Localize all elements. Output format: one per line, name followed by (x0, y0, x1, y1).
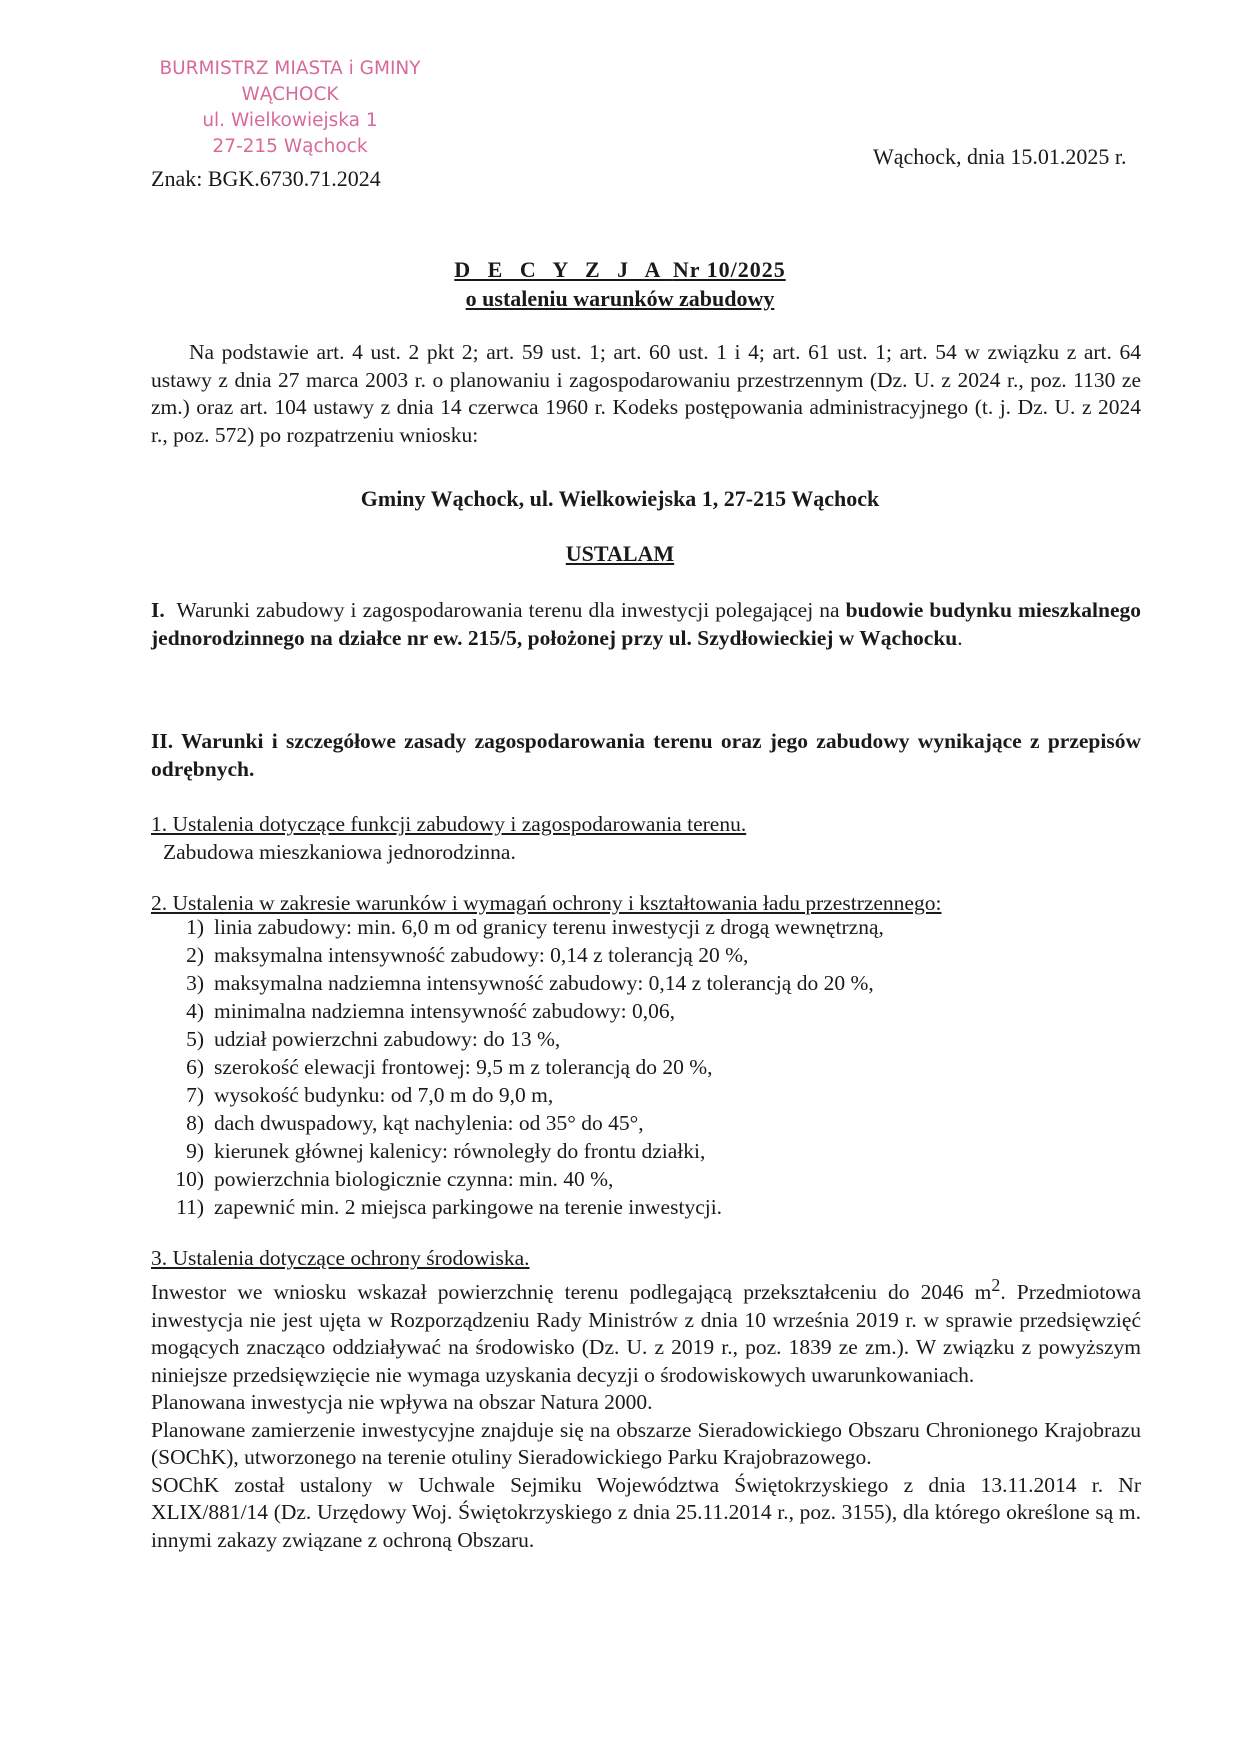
list-item-number: 3) (186, 971, 204, 995)
list-item-text: maksymalna nadziemna intensywność zabudowy: 0,14 z tolerancją do 20 %, (214, 971, 874, 995)
list-item-number: 1) (186, 915, 204, 939)
environment-paragraph: SOChK został ustalony w Uchwale Sejmiku Województwa Świętokrzyskiego z dnia 13.11.2014 r. Nr XLIX/881/14 (Dz. Urzędowy Woj. Świętokrzyskiego z dnia 25.11.2014 r., poz. 3155), dla którego określone są m. innymi zakazy związane z ochroną Obszaru. (151, 1472, 1141, 1552)
list-item-number: 10) (175, 1167, 204, 1191)
reference-number: Znak: BGK.6730.71.2024 (151, 166, 381, 191)
list-item (160, 1025, 884, 1053)
list-item-number: 2) (186, 943, 204, 967)
list-item (160, 1137, 884, 1165)
requirements-list (160, 913, 884, 1221)
env-p1-after: . Przedmiotowa inwestycja nie jest ujęta w Rozporządzeniu Rady Ministrów z dnia 10 września 2019 r. w sprawie przedsięwzięć mogących znacząco oddziaływać na środowisko (Dz. U. z 2019 r., poz. 1839 ze zm.). W związku z powyższym niniejsze przedsięwzięcie nie wymaga uzyskania decyzji o środowiskowych uwarunkowaniach. (151, 1280, 1141, 1387)
stamp-line: 27-215 Wąchock (212, 136, 368, 157)
office-stamp (140, 56, 440, 160)
list-item (160, 1081, 884, 1109)
list-item-text: kierunek głównej kalenicy: równoległy do frontu działki, (214, 1139, 706, 1163)
environment-section (151, 1272, 1141, 1554)
list-item-text: szerokość elewacji frontowej: 9,5 m z tolerancją do 20 %, (214, 1055, 713, 1079)
section-i-number: I. (151, 598, 165, 622)
environment-paragraph (151, 1272, 1141, 1389)
subsection-1-heading: 1. Ustalenia dotyczące funkcji zabudowy i zagospodarowania terenu. (151, 812, 747, 836)
stamp-line: WĄCHOCK (241, 84, 339, 105)
list-item (160, 1193, 884, 1221)
section-i (151, 597, 1141, 652)
list-item (160, 997, 884, 1025)
subsection-2-heading-text: 2. Ustalenia w zakresie warunków i wymagań ochrony i kształtowania ładu przestrzennego: (151, 891, 942, 915)
section-ii (151, 728, 1141, 783)
list-item (160, 1053, 884, 1081)
list-item-text: dach dwuspadowy, kąt nachylenia: od 35° do 45°, (214, 1111, 644, 1135)
list-item-number: 4) (186, 999, 204, 1023)
subsection-3-heading-text: 3. Ustalenia dotyczące ochrony środowiska. (151, 1246, 530, 1270)
stamp-line: BURMISTRZ MIASTA i GMINY (159, 58, 421, 79)
list-item-number: 8) (186, 1111, 204, 1135)
list-item-number: 6) (186, 1055, 204, 1079)
list-item-number: 9) (186, 1139, 204, 1163)
subsection-3-heading (151, 1245, 1141, 1273)
stamp-line: ul. Wielkowiejska 1 (202, 110, 378, 131)
environment-paragraph: Planowana inwestycja nie wpływa na obszar Natura 2000. (151, 1390, 653, 1415)
list-item (160, 969, 884, 997)
legal-basis: Na podstawie art. 4 ust. 2 pkt 2; art. 59 ust. 1; art. 60 ust. 1 i 4; art. 61 ust. 1; art. 54 w związku z art. 64 ustawy z dnia 27 marca 2003 r. o planowaniu i zagospodarowaniu przestrzennym (Dz. U. z 2024 r., poz. 1130 ze zm.) oraz art. 104 ustawy z dnia 14 czerwca 1960 r. Kodeks postępowania administracyjnego (t. j. Dz. U. z 2024 r., poz. 572) po rozpatrzeniu wniosku: (151, 340, 1141, 447)
list-item-text: powierzchnia biologicznie czynna: min. 40 %, (214, 1167, 614, 1191)
decision-subtitle: o ustaleniu warunków zabudowy (465, 286, 775, 311)
list-item (160, 1109, 884, 1137)
applicant: Gminy Wąchock, ul. Wielkowiejska 1, 27-215 Wąchock (360, 486, 880, 511)
list-item (160, 941, 884, 969)
ustalam-heading: USTALAM (565, 541, 675, 566)
decision-number: Nr 10/2025 (672, 257, 786, 282)
list-item-text: wysokość budynku: od 7,0 m do 9,0 m, (214, 1083, 554, 1107)
list-item (160, 1165, 884, 1193)
subsection-1 (151, 811, 1141, 866)
list-item (160, 913, 884, 941)
list-item-number: 11) (176, 1195, 204, 1219)
list-item-number: 5) (186, 1027, 204, 1051)
section-i-bold: budowie budynku mieszkalnego jednorodzinnego na działce nr ew. 215/5, położonej przy ul. Szydłowieckiej w Wąchocku (151, 598, 1141, 650)
list-item-text: minimalna nadziemna intensywność zabudowy: 0,06, (214, 999, 675, 1023)
subsection-1-text: Zabudowa mieszkaniowa jednorodzinna. (163, 839, 516, 864)
section-i-end: . (957, 625, 963, 650)
env-p1-sup: 2 (991, 1275, 1001, 1295)
document-date: Wąchock, dnia 15.01.2025 r. (873, 144, 1127, 169)
list-item-text: udział powierzchni zabudowy: do 13 %, (214, 1027, 561, 1051)
section-i-text: Warunki zabudowy i zagospodarowania terenu dla inwestycji polegającej na (176, 598, 840, 622)
section-ii-text: II. Warunki i szczegółowe zasady zagospodarowania terenu oraz jego zabudowy wynikające z przepisów odrębnych. (151, 729, 1141, 781)
list-item-text: maksymalna intensywność zabudowy: 0,14 z tolerancją 20 %, (214, 943, 749, 967)
list-item-text: linia zabudowy: min. 6,0 m od granicy terenu inwestycji z drogą wewnętrzną, (214, 915, 884, 939)
list-item-text: zapewnić min. 2 miejsca parkingowe na terenie inwestycji. (214, 1195, 723, 1219)
decision-title (0, 257, 1240, 283)
environment-paragraph: Planowane zamierzenie inwestycyjne znajduje się na obszarze Sieradowickiego Obszaru Chronionego Krajobrazu (SOChK), utworzonego na terenie otuliny Sieradowickiego Parku Krajobrazowego. (151, 1417, 1141, 1470)
list-item-number: 7) (186, 1083, 204, 1107)
env-p1-before: Inwestor we wniosku wskazał powierzchnię terenu podlegającą przekształceniu do 2046 m (151, 1280, 992, 1305)
decision-word: D E C Y Z J A (454, 257, 667, 282)
